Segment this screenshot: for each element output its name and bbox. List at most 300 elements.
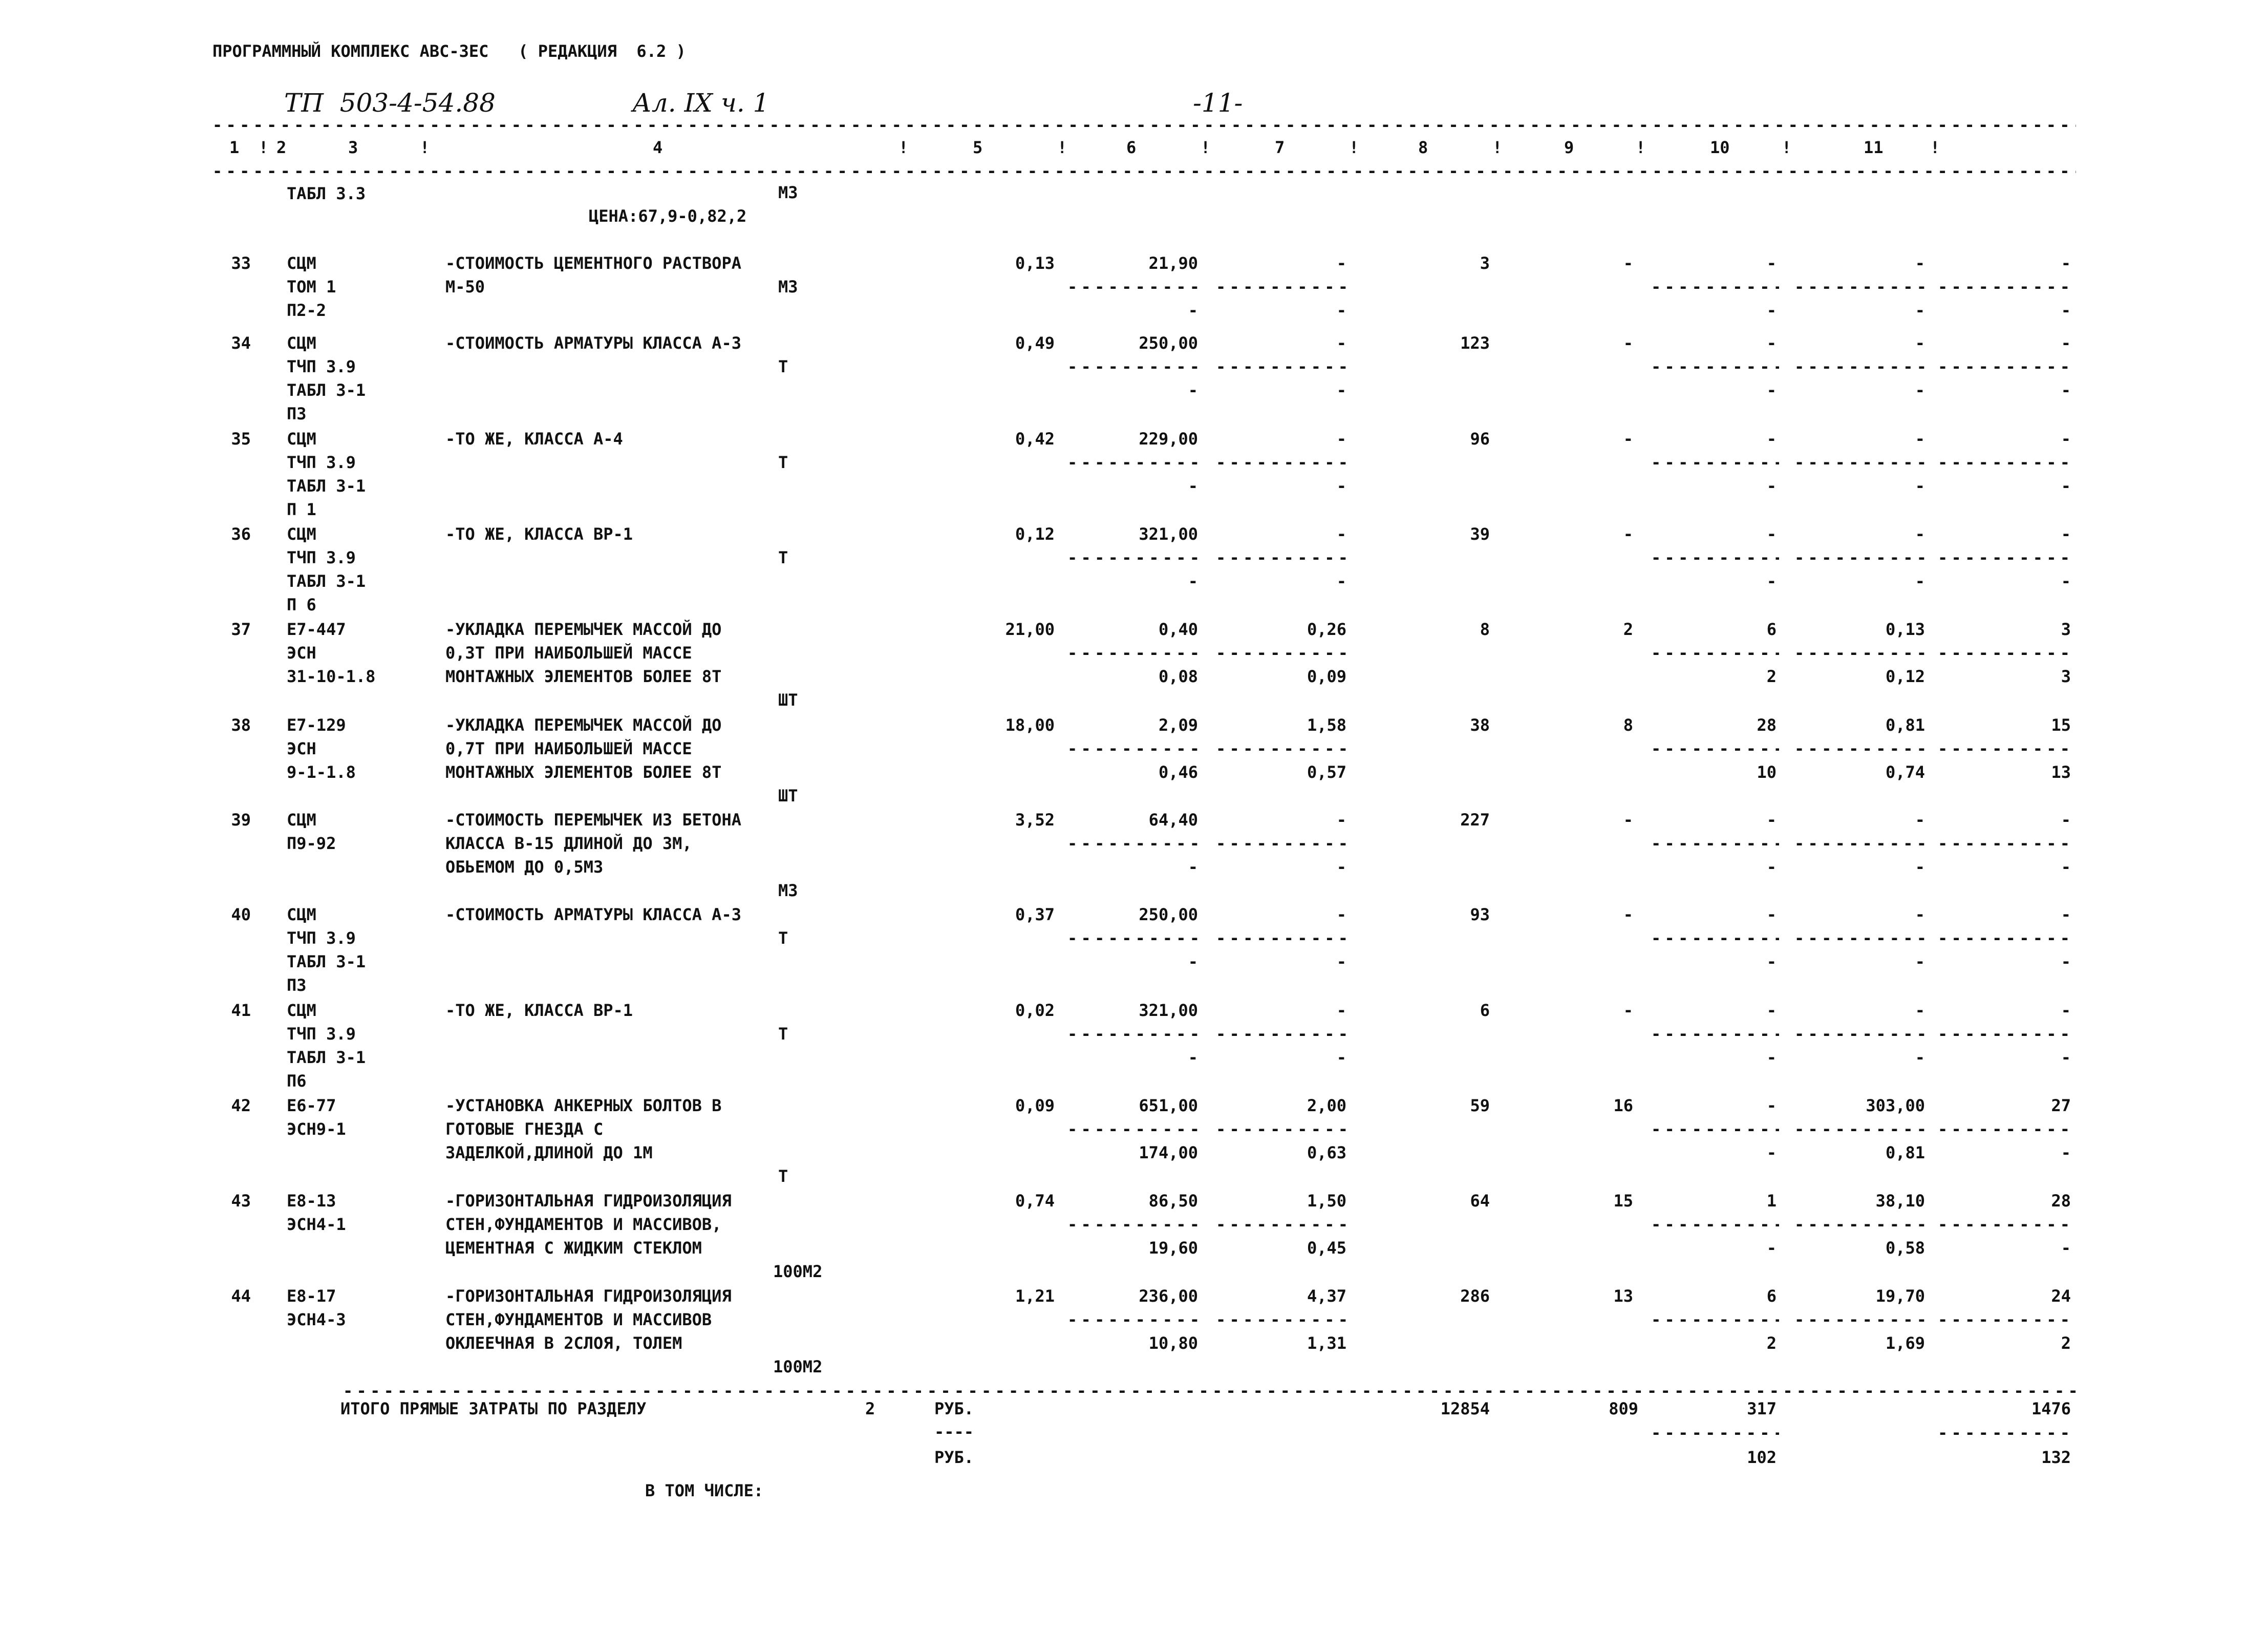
col6-value: 2,00: [1307, 1096, 1346, 1115]
col5-rule: [1067, 645, 1198, 662]
col9-rule: [1651, 740, 1779, 758]
col11-sub-value: -: [2061, 1238, 2071, 1258]
col5-sub-value: -: [1188, 476, 1198, 496]
col9-value: -: [1766, 524, 1777, 544]
col10-rule: [1794, 358, 1928, 376]
col5-value: 651,00: [1139, 1096, 1198, 1115]
col7-value: 3: [1480, 253, 1490, 273]
col10-sub-value: -: [1915, 380, 1925, 400]
row-code-line: ТЧП 3.9: [287, 928, 356, 948]
row-number: 39: [231, 810, 251, 830]
col9-rule: [1651, 1026, 1779, 1043]
col10-sub-value: -: [1915, 952, 1925, 971]
row-number: 34: [231, 333, 251, 353]
column-number-6: 6: [1126, 138, 1137, 157]
col8-value: -: [1623, 1001, 1633, 1020]
col11-rule: [1938, 454, 2071, 472]
col10-sub-value: -: [1915, 571, 1925, 591]
col6-value: -: [1336, 1001, 1346, 1020]
col6-rule: [1216, 930, 1346, 947]
col6-rule: [1216, 1121, 1346, 1138]
col6-value: -: [1336, 333, 1346, 353]
in-total-label: В ТОМ ЧИСЛЕ:: [645, 1481, 764, 1500]
col5-value: 250,00: [1139, 333, 1198, 353]
row-unit: 100М2: [773, 1357, 823, 1376]
column-separator: !: [1201, 138, 1211, 157]
row-description-line: -ТО ЖЕ, КЛАССА ВР-1: [445, 524, 633, 544]
row-code-line: ЭСН9-1: [287, 1119, 346, 1139]
col10-sub-value: 0,58: [1885, 1238, 1925, 1258]
row-code-line: П2-2: [287, 301, 327, 320]
row-code-line: ЭСН4-3: [287, 1310, 346, 1329]
row-unit: Т: [778, 453, 788, 472]
col5-rule: [1067, 1026, 1198, 1043]
col11-rule: [1938, 279, 2071, 296]
total-col7: 12854: [1440, 1399, 1490, 1418]
col11-sub-value: -: [2061, 1143, 2071, 1162]
row-unit: М3: [778, 277, 798, 296]
col9-rule: [1651, 835, 1779, 853]
col6-sub-value: -: [1336, 857, 1346, 877]
col10-rule: [1794, 1216, 1928, 1234]
col8-value: 15: [1613, 1191, 1633, 1211]
row-code-line: ТЧП 3.9: [287, 1024, 356, 1044]
col7-value: 59: [1470, 1096, 1490, 1115]
col10-rule: [1794, 454, 1928, 472]
col11-rule: [1938, 1121, 2071, 1138]
col9-value: -: [1766, 810, 1777, 830]
col11-value: 24: [2051, 1286, 2071, 1306]
row-unit: Т: [778, 1024, 788, 1044]
row-code-line: ТАБЛ 3-1: [287, 476, 366, 496]
row-unit: Т: [778, 548, 788, 567]
row-description-line: -СТОИМОСТЬ ПЕРЕМЫЧЕК ИЗ БЕТОНА: [445, 810, 741, 830]
column-number-5: 5: [973, 138, 983, 157]
col5-value: 64,40: [1148, 810, 1198, 830]
col6-sub-value: 0,63: [1307, 1143, 1346, 1162]
col11-value: -: [2061, 253, 2071, 273]
column-number-3: 3: [348, 138, 358, 157]
col6-rule: [1216, 645, 1346, 662]
col11-sub-value: -: [2061, 1048, 2071, 1067]
col6-sub-value: 0,57: [1307, 762, 1346, 782]
row-description-line: МОНТАЖНЫХ ЭЛЕМЕНТОВ БОЛЕЕ 8Т: [445, 762, 722, 782]
col5-sub-value: -: [1188, 952, 1198, 971]
row-number: 38: [231, 715, 251, 735]
col6-sub-value: -: [1336, 1048, 1346, 1067]
row-unit: Т: [778, 1167, 788, 1186]
row-code-line: ТЧП 3.9: [287, 548, 356, 567]
row-description-line: 0,3Т ПРИ НАИБОЛЬШЕЙ МАССЕ: [445, 643, 692, 663]
col9-sub-value: -: [1766, 476, 1777, 496]
col9-rule: [1651, 358, 1779, 376]
row-number: 42: [231, 1096, 251, 1115]
col5-sub-value: 174,00: [1139, 1143, 1198, 1162]
col4-quantity: 18,00: [1005, 715, 1055, 735]
col10-rule: [1794, 740, 1928, 758]
column-number-10: 10: [1710, 138, 1730, 157]
row-code-line: СЦМ: [287, 253, 316, 273]
col6-value: 0,26: [1307, 620, 1346, 639]
total-section: 2: [865, 1399, 875, 1418]
col7-value: 123: [1460, 333, 1490, 353]
col8-value: -: [1623, 253, 1633, 273]
col10-rule: [1794, 1311, 1928, 1329]
col10-sub-value: 1,69: [1885, 1333, 1925, 1353]
col10-rule: [1794, 930, 1928, 947]
col5-rule: [1067, 1121, 1198, 1138]
col6-sub-value: 0,09: [1307, 667, 1346, 686]
row-description-line: -ГОРИЗОНТАЛЬНАЯ ГИДРОИЗОЛЯЦИЯ: [445, 1286, 732, 1306]
col10-value: -: [1915, 524, 1925, 544]
total-unit-dash: ----: [934, 1422, 974, 1441]
column-number-8: 8: [1418, 138, 1428, 157]
col10-sub-value: 0,12: [1885, 667, 1925, 686]
col9-rule: [1651, 1311, 1779, 1329]
row-number: 35: [231, 429, 251, 449]
col6-value: 1,58: [1307, 715, 1346, 735]
row-code-line: СЦМ: [287, 429, 316, 449]
row-number: 44: [231, 1286, 251, 1306]
row-code-line: ТАБЛ 3-1: [287, 952, 366, 971]
col10-sub-value: -: [1915, 301, 1925, 320]
col6-sub-value: 0,45: [1307, 1238, 1346, 1258]
col10-sub-value: -: [1915, 1048, 1925, 1067]
col5-sub-value: 19,60: [1148, 1238, 1198, 1258]
row-description-line: М-50: [445, 277, 485, 296]
col10-value: -: [1915, 429, 1925, 449]
row-code-line: ТОМ 1: [287, 277, 336, 296]
column-separator: !: [1349, 138, 1359, 157]
row-description-line: -СТОИМОСТЬ АРМАТУРЫ КЛАССА А-3: [445, 333, 741, 353]
row-description-line: -УСТАНОВКА АНКЕРНЫХ БОЛТОВ В: [445, 1096, 722, 1115]
handwritten-album: Ал. IX ч. 1: [632, 88, 769, 118]
col11-rule: [1938, 358, 2071, 376]
col5-sub-value: -: [1188, 301, 1198, 320]
column-separator: !: [420, 138, 430, 157]
row-code-line: ТАБЛ 3-1: [287, 571, 366, 591]
col11-value: -: [2061, 810, 2071, 830]
total-col11-rule: [1938, 1425, 2071, 1442]
row-code-line: ЭСН: [287, 739, 316, 758]
col6-rule: [1216, 835, 1346, 853]
col10-value: 0,81: [1885, 715, 1925, 735]
col6-rule: [1216, 1026, 1346, 1043]
col4-quantity: 0,74: [1015, 1191, 1055, 1211]
row-description-line: 0,7Т ПРИ НАИБОЛЬШЕЙ МАССЕ: [445, 739, 692, 758]
col4-quantity: 0,09: [1015, 1096, 1055, 1115]
row-code-line: СЦМ: [287, 810, 316, 830]
col7-value: 96: [1470, 429, 1490, 449]
col6-value: -: [1336, 524, 1346, 544]
col11-sub-value: -: [2061, 301, 2071, 320]
row-code-line: ТЧП 3.9: [287, 357, 356, 376]
col4-quantity: 1,21: [1015, 1286, 1055, 1306]
col11-rule: [1938, 549, 2071, 567]
col8-value: -: [1623, 429, 1633, 449]
row-description-line: ОКЛЕЕЧНАЯ В 2СЛОЯ, ТОЛЕМ: [445, 1333, 682, 1353]
col5-sub-value: 0,08: [1158, 667, 1198, 686]
column-number-9: 9: [1564, 138, 1574, 157]
total-label: ИТОГО ПРЯМЫЕ ЗАТРАТЫ ПО РАЗДЕЛУ: [340, 1399, 647, 1418]
col10-rule: [1794, 1121, 1928, 1138]
col5-rule: [1067, 549, 1198, 567]
row-unit: 100М2: [773, 1262, 823, 1281]
col10-value: 303,00: [1866, 1096, 1925, 1115]
col4-quantity: 0,42: [1015, 429, 1055, 449]
col5-sub-value: 0,46: [1158, 762, 1198, 782]
col9-value: -: [1766, 253, 1777, 273]
col5-rule: [1067, 740, 1198, 758]
col11-sub-value: 13: [2051, 762, 2071, 782]
col7-value: 227: [1460, 810, 1490, 830]
col9-value: 6: [1766, 620, 1777, 639]
col5-sub-value: -: [1188, 571, 1198, 591]
col4-quantity: 0,13: [1015, 253, 1055, 273]
row-description-line: СТЕН,ФУНДАМЕНТОВ И МАССИВОВ: [445, 1310, 712, 1329]
total-unit-rub-2: РУБ.: [934, 1448, 974, 1467]
col5-value: 86,50: [1148, 1191, 1198, 1211]
row-code-line: ТЧП 3.9: [287, 453, 356, 472]
col6-rule: [1216, 279, 1346, 296]
col8-value: 8: [1623, 715, 1633, 735]
row-unit: М3: [778, 881, 798, 900]
col11-value: -: [2061, 1001, 2071, 1020]
total-col8: 809: [1609, 1399, 1638, 1418]
row-description-line: МОНТАЖНЫХ ЭЛЕМЕНТОВ БОЛЕЕ 8Т: [445, 667, 722, 686]
row-number: 40: [231, 905, 251, 924]
row-description-line: -ГОРИЗОНТАЛЬНАЯ ГИДРОИЗОЛЯЦИЯ: [445, 1191, 732, 1211]
row-code-line: Е8-13: [287, 1191, 336, 1211]
column-separator: !: [1492, 138, 1503, 157]
col8-value: -: [1623, 810, 1633, 830]
col6-value: -: [1336, 905, 1346, 924]
col4-quantity: 0,12: [1015, 524, 1055, 544]
col11-value: 28: [2051, 1191, 2071, 1211]
col11-sub-value: 2: [2061, 1333, 2071, 1353]
row-code-line: П3: [287, 975, 307, 995]
col6-rule: [1216, 454, 1346, 472]
col6-rule: [1216, 1311, 1346, 1329]
row-code-line: 9-1-1.8: [287, 762, 356, 782]
col5-value: 250,00: [1139, 905, 1198, 924]
col5-rule: [1067, 930, 1198, 947]
col5-sub-value: -: [1188, 857, 1198, 877]
column-number-1: 1: [229, 138, 240, 157]
col8-value: 2: [1623, 620, 1633, 639]
column-separator: !: [1057, 138, 1067, 157]
row-code-line: Е7-447: [287, 620, 346, 639]
row-code-line: ЭСН4-1: [287, 1215, 346, 1234]
total-unit-rub: РУБ.: [934, 1399, 974, 1418]
col9-rule: [1651, 454, 1779, 472]
col11-value: -: [2061, 524, 2071, 544]
col5-rule: [1067, 1216, 1198, 1234]
column-number-4: 4: [653, 138, 663, 157]
total-col11-sub: 132: [2041, 1448, 2071, 1467]
col9-sub-value: -: [1766, 1238, 1777, 1258]
col5-value: 0,40: [1158, 620, 1198, 639]
col9-sub-value: 10: [1757, 762, 1777, 782]
col9-rule: [1651, 930, 1779, 947]
column-number-11: 11: [1864, 138, 1884, 157]
row-description-line: -ТО ЖЕ, КЛАССА А-4: [445, 429, 623, 449]
col11-rule: [1938, 1026, 2071, 1043]
program-line: ПРОГРАММНЫЙ КОМПЛЕКС АВС-3ЕС ( РЕДАКЦИЯ 6.2 ): [212, 41, 686, 61]
col11-rule: [1938, 1216, 2071, 1234]
row-unit: ШТ: [778, 786, 798, 805]
col9-value: -: [1766, 333, 1777, 353]
col7-value: 64: [1470, 1191, 1490, 1211]
header-bottom-rule: [212, 163, 2076, 180]
header-top-rule: [212, 117, 2076, 134]
col10-value: 38,10: [1875, 1191, 1925, 1211]
col11-rule: [1938, 930, 2071, 947]
col9-sub-value: -: [1766, 301, 1777, 320]
column-separator: !: [1636, 138, 1646, 157]
col10-sub-value: 0,81: [1885, 1143, 1925, 1162]
col4-quantity: 3,52: [1015, 810, 1055, 830]
col11-sub-value: -: [2061, 857, 2071, 877]
col9-sub-value: -: [1766, 571, 1777, 591]
row-number: 37: [231, 620, 251, 639]
col9-value: 28: [1757, 715, 1777, 735]
col10-rule: [1794, 549, 1928, 567]
col8-value: -: [1623, 524, 1633, 544]
row-code-line: СЦМ: [287, 333, 316, 353]
col9-sub-value: -: [1766, 952, 1777, 971]
row-description-line: -УКЛАДКА ПЕРЕМЫЧЕК МАССОЙ ДО: [445, 620, 722, 639]
col8-value: -: [1623, 905, 1633, 924]
col10-value: -: [1915, 253, 1925, 273]
col9-sub-value: 2: [1766, 1333, 1777, 1353]
col9-rule: [1651, 279, 1779, 296]
col10-value: -: [1915, 333, 1925, 353]
row-description-line: -УКЛАДКА ПЕРЕМЫЧЕК МАССОЙ ДО: [445, 715, 722, 735]
col6-rule: [1216, 740, 1346, 758]
col11-value: 15: [2051, 715, 2071, 735]
row-code-line: Е7-129: [287, 715, 346, 735]
col10-rule: [1794, 835, 1928, 853]
row-unit: ШТ: [778, 690, 798, 710]
col9-rule: [1651, 1216, 1779, 1234]
row-number: 41: [231, 1001, 251, 1020]
row-description-line: -СТОИМОСТЬ ЦЕМЕНТНОГО РАСТВОРА: [445, 253, 741, 273]
col6-rule: [1216, 549, 1346, 567]
row-code-line: 31-10-1.8: [287, 667, 376, 686]
col11-sub-value: 3: [2061, 667, 2071, 686]
row-code-line: СЦМ: [287, 905, 316, 924]
column-separator: !: [1930, 138, 1940, 157]
col9-value: -: [1766, 1096, 1777, 1115]
col9-sub-value: -: [1766, 1048, 1777, 1067]
column-number-7: 7: [1275, 138, 1285, 157]
col7-value: 6: [1480, 1001, 1490, 1020]
column-separator: !: [1782, 138, 1792, 157]
row-code-line: Е6-77: [287, 1096, 336, 1115]
col9-rule: [1651, 1121, 1779, 1138]
col5-sub-value: -: [1188, 380, 1198, 400]
col6-rule: [1216, 1216, 1346, 1234]
col9-sub-value: -: [1766, 857, 1777, 877]
col6-value: -: [1336, 253, 1346, 273]
handwritten-page-number: -11-: [1193, 88, 1243, 118]
col10-sub-value: -: [1915, 857, 1925, 877]
col9-value: -: [1766, 429, 1777, 449]
col8-value: 16: [1613, 1096, 1633, 1115]
col10-value: -: [1915, 905, 1925, 924]
row-description-line: КЛАССА В-15 ДЛИНОЙ ДО 3М,: [445, 834, 692, 853]
col8-value: -: [1623, 333, 1633, 353]
row-description-line: ОБЬЕМОМ ДО 0,5М3: [445, 857, 604, 877]
col5-value: 2,09: [1158, 715, 1198, 735]
col6-sub-value: 1,31: [1307, 1333, 1346, 1353]
col5-value: 21,90: [1148, 253, 1198, 273]
col5-sub-value: -: [1188, 1048, 1198, 1067]
col6-value: -: [1336, 429, 1346, 449]
col5-value: 321,00: [1139, 524, 1198, 544]
col9-rule: [1651, 645, 1779, 662]
col6-sub-value: -: [1336, 571, 1346, 591]
col11-rule: [1938, 645, 2071, 662]
col9-sub-value: -: [1766, 1143, 1777, 1162]
row-description-line: ЗАДЕЛКОЙ,ДЛИНОЙ ДО 1М: [445, 1143, 653, 1162]
row-code-line: ТАБЛ 3-1: [287, 380, 366, 400]
col5-rule: [1067, 279, 1198, 296]
col11-rule: [1938, 835, 2071, 853]
col10-value: 19,70: [1875, 1286, 1925, 1306]
row-description-line: ГОТОВЫЕ ГНЕЗДА С: [445, 1119, 604, 1139]
col6-sub-value: -: [1336, 952, 1346, 971]
col7-value: 38: [1470, 715, 1490, 735]
row-code-line: СЦМ: [287, 524, 316, 544]
col6-value: -: [1336, 810, 1346, 830]
row-unit: Т: [778, 928, 788, 948]
col8-value: 13: [1613, 1286, 1633, 1306]
col5-value: 236,00: [1139, 1286, 1198, 1306]
row-code-line: П6: [287, 1071, 307, 1091]
continuation-unit: М3: [778, 183, 798, 202]
col9-sub-value: -: [1766, 380, 1777, 400]
column-separator: !: [898, 138, 909, 157]
col6-value: 4,37: [1307, 1286, 1346, 1306]
col10-rule: [1794, 279, 1928, 296]
row-code-line: П 1: [287, 500, 316, 519]
row-number: 36: [231, 524, 251, 544]
row-description-line: СТЕН,ФУНДАМЕНТОВ И МАССИВОВ,: [445, 1215, 722, 1234]
col11-value: 3: [2061, 620, 2071, 639]
col10-sub-value: -: [1915, 476, 1925, 496]
row-code-line: ЭСН: [287, 643, 316, 663]
row-description-line: ЦЕМЕНТНАЯ С ЖИДКИМ СТЕКЛОМ: [445, 1238, 702, 1258]
col11-sub-value: -: [2061, 952, 2071, 971]
col11-sub-value: -: [2061, 571, 2071, 591]
col7-value: 39: [1470, 524, 1490, 544]
col9-value: -: [1766, 905, 1777, 924]
col7-value: 8: [1480, 620, 1490, 639]
col9-value: 1: [1766, 1191, 1777, 1211]
col10-sub-value: 0,74: [1885, 762, 1925, 782]
column-number-2: 2: [276, 138, 287, 157]
col4-quantity: 0,49: [1015, 333, 1055, 353]
col9-value: -: [1766, 1001, 1777, 1020]
col4-quantity: 0,02: [1015, 1001, 1055, 1020]
col11-value: 27: [2051, 1096, 2071, 1115]
row-code-line: ТАБЛ 3-1: [287, 1048, 366, 1067]
col7-value: 93: [1470, 905, 1490, 924]
total-col11: 1476: [2031, 1399, 2071, 1418]
col6-sub-value: -: [1336, 301, 1346, 320]
